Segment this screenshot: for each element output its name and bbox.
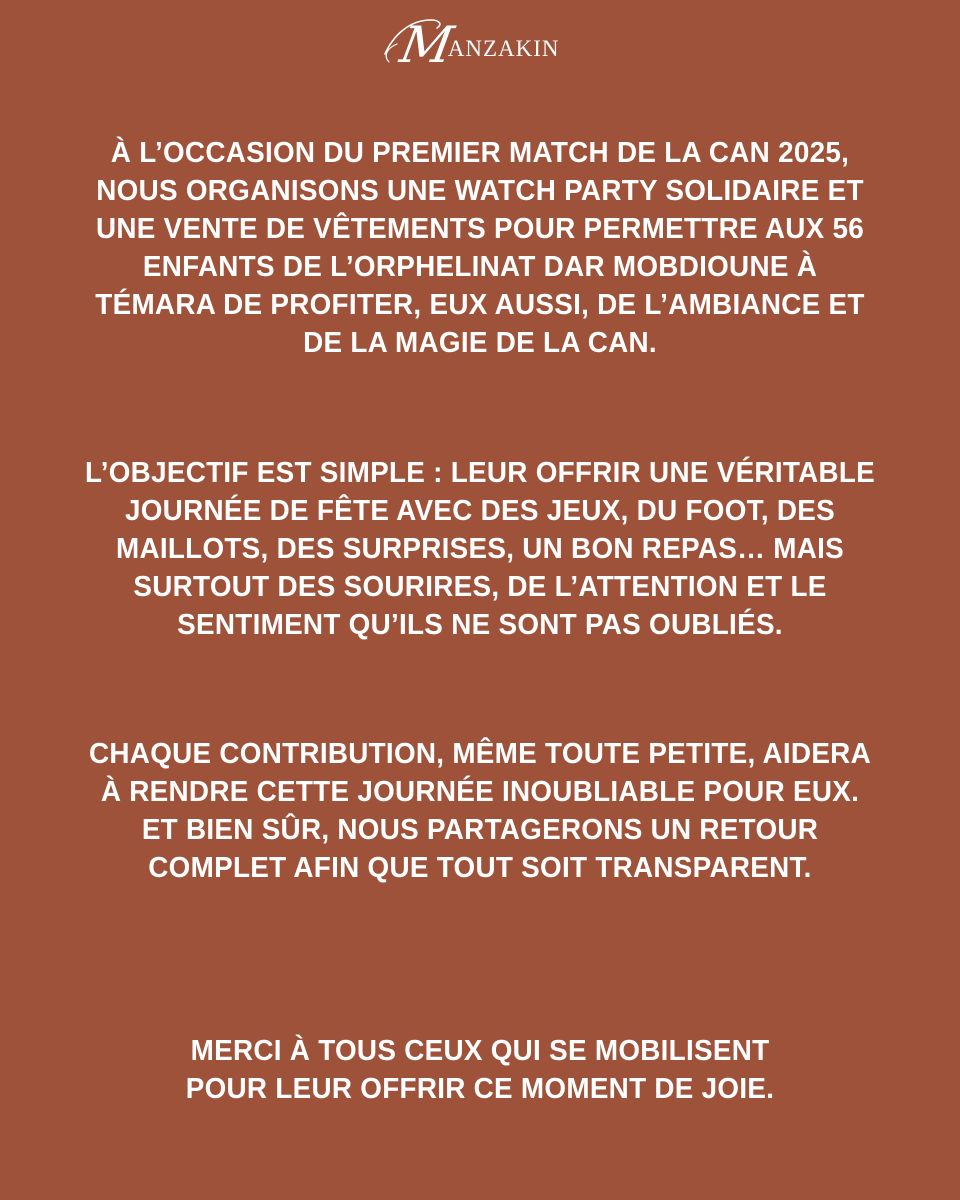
text-line: MAILLOTS, DES SURPRISES, UN BON REPAS… MAIS <box>115 533 845 565</box>
paragraph-thanks <box>48 1032 912 1108</box>
logo-initial: M <box>395 16 458 74</box>
text-line: NOUS ORGANISONS UNE WATCH PARTY SOLIDAIRE ET <box>96 175 864 207</box>
text-line: UNE VENTE DE VÊTEMENTS POUR PERMETTRE AUX 56 <box>95 213 865 245</box>
text-line: CHAQUE CONTRIBUTION, MÊME TOUTE PETITE, AIDERA <box>89 738 871 770</box>
paragraph-objective <box>48 454 912 644</box>
text-line: ENFANTS DE L’ORPHELINAT DAR MOBDIOUNE À <box>142 251 818 283</box>
text-line: MERCI À TOUS CEUX QUI SE MOBILISENT <box>190 1035 770 1067</box>
text-line: À RENDRE CETTE JOURNÉE INOUBLIABLE POUR EUX. <box>100 776 860 808</box>
text-line: L’OBJECTIF EST SIMPLE : LEUR OFFRIR UNE VÉRITABLE <box>84 457 876 489</box>
text-line: TÉMARA DE PROFITER, EUX AUSSI, DE L’AMBIANCE ET <box>95 289 865 321</box>
logo-wordmark <box>395 10 560 74</box>
paragraph-intro <box>48 134 912 362</box>
text-line: ET BIEN SÛR, NOUS PARTAGERONS UN RETOUR <box>141 814 819 846</box>
text-line: POUR LEUR OFFRIR CE MOMENT DE JOIE. <box>185 1073 775 1105</box>
text-line: COMPLET AFIN QUE TOUT SOIT TRANSPARENT. <box>148 852 812 884</box>
brand-logo <box>0 10 960 72</box>
text-line: SENTIMENT QU’ILS NE SONT PAS OUBLIÉS. <box>177 609 783 641</box>
logo-name: ANZAKIN <box>447 36 560 61</box>
text-line: SURTOUT DES SOURIRES, DE L’ATTENTION ET LE <box>133 571 827 603</box>
text-line: DE LA MAGIE DE LA CAN. <box>303 327 657 359</box>
text-line: À L’OCCASION DU PREMIER MATCH DE LA CAN 2025, <box>110 137 850 169</box>
paragraph-contribution <box>48 735 912 887</box>
text-line: JOURNÉE DE FÊTE AVEC DES JEUX, DU FOOT, DES <box>124 495 836 527</box>
